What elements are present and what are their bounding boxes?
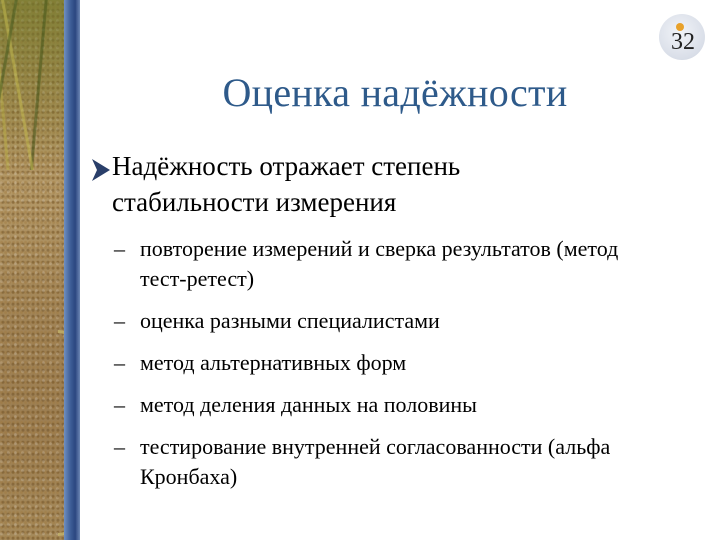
dash-icon: – [114, 434, 125, 459]
list-item [114, 390, 690, 420]
decorative-grass [0, 0, 64, 170]
sub-list [114, 234, 690, 492]
list-item [114, 432, 690, 492]
list-item-text: метод деления данных на половины [140, 392, 477, 417]
list-item-text: метод альтернативных форм [140, 350, 407, 375]
page-number: 32 [671, 29, 695, 55]
list-item-text: оценка разными специалистами [140, 308, 440, 333]
list-item [114, 306, 690, 336]
main-bullet-text: Надёжность отражает степень стабильности измерения [112, 151, 461, 217]
list-item [114, 234, 690, 294]
slide-title: Оценка надёжности [222, 70, 568, 115]
dash-icon: – [114, 392, 125, 417]
arrow-bullet-icon [90, 152, 112, 186]
main-bullet [90, 148, 690, 220]
list-item-text: тестирование внутренней согласованности (альфа Кронбаха) [140, 434, 611, 489]
decorative-blue-band [64, 0, 80, 540]
dash-icon: – [114, 350, 125, 375]
dash-icon: – [114, 308, 125, 333]
list-item-text: повторение измерений и сверка результатов (метод тест-ретест) [140, 236, 619, 291]
dash-icon: – [114, 236, 125, 261]
slide-content [90, 148, 690, 504]
list-item [114, 348, 690, 378]
